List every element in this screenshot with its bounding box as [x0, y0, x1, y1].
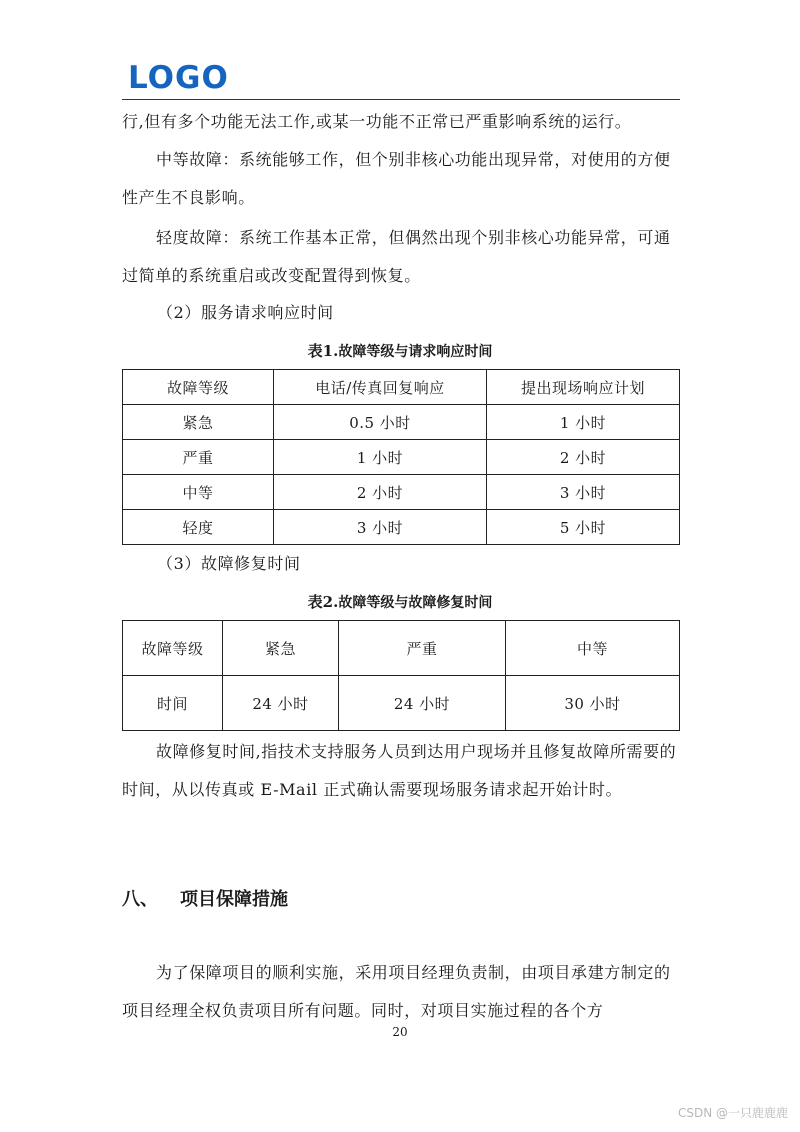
table-cell: 3 小时 [487, 475, 680, 510]
table-cell: 中等 [123, 475, 274, 510]
table-cell: 0.5 小时 [274, 405, 487, 440]
table-cell: 24 小时 [223, 676, 339, 731]
table-header-cell: 电话/传真回复响应 [274, 370, 487, 405]
table-cell: 紧急 [123, 405, 274, 440]
table-cell: 时间 [123, 676, 223, 731]
table-header-cell: 故障等级 [123, 370, 274, 405]
table1-caption-text: 故障等级与请求响应时间 [338, 344, 493, 360]
table-row [123, 475, 680, 510]
table-header-row [123, 370, 680, 405]
table-row [123, 405, 680, 440]
table-cell: 严重 [123, 440, 274, 475]
table-cell: 30 小时 [506, 676, 680, 731]
table-cell: 1 小时 [274, 440, 487, 475]
table-row [123, 621, 680, 676]
paragraph-severe-fault-continued: 行,但有多个功能无法工作,或某一功能不正常已严重影响系统的运行。 [122, 112, 632, 131]
table-cell: 24 小时 [339, 676, 506, 731]
table1-caption-label: 表1. [307, 342, 339, 360]
table1-caption [0, 341, 800, 362]
header-divider [122, 99, 680, 100]
table-cell: 故障等级 [123, 621, 223, 676]
table-row [123, 676, 680, 731]
table-row [123, 510, 680, 545]
table-cell: 3 小时 [274, 510, 487, 545]
table-cell: 2 小时 [487, 440, 680, 475]
table-cell: 严重 [339, 621, 506, 676]
table2-caption [0, 592, 800, 613]
table2-caption-label: 表2. [307, 593, 339, 611]
paragraph-project-assurance: 为了保障项目的顺利实施，采用项目经理负责制，由项目承建方制定的项目经理全权负责项目所有问题。同时，对项目实施过程的各个方 [122, 963, 671, 1020]
table-cell: 中等 [506, 621, 680, 676]
table-cell: 1 小时 [487, 405, 680, 440]
table2-caption-text: 故障等级与故障修复时间 [338, 595, 493, 611]
table-response-time [122, 369, 680, 545]
table-cell: 2 小时 [274, 475, 487, 510]
paragraph-medium-fault: 中等故障：系统能够工作，但个别非核心功能出现异常，对使用的方便性产生不良影响。 [122, 150, 671, 207]
paragraph-repair-time-definition: 故障修复时间,指技术支持服务人员到达用户现场并且修复故障所需要的时间，从以传真或 E-Mail 正式确认需要现场服务请求起开始计时。 [122, 742, 677, 799]
subheading-response-time: （2）服务请求响应时间 [157, 303, 334, 322]
table-row [123, 440, 680, 475]
table-repair-time [122, 620, 680, 731]
subheading-repair-time: （3）故障修复时间 [157, 554, 301, 573]
section-heading [122, 886, 288, 914]
table-cell: 紧急 [223, 621, 339, 676]
section-number: 八、 [122, 889, 158, 910]
table-cell: 轻度 [123, 510, 274, 545]
watermark: CSDN @一只鹿鹿鹿 [677, 1106, 788, 1120]
table-cell: 5 小时 [487, 510, 680, 545]
logo: LOGO [128, 60, 229, 96]
paragraph-light-fault: 轻度故障：系统工作基本正常，但偶然出现个别非核心功能异常，可通过简单的系统重启或改变配置得到恢复。 [122, 228, 671, 285]
table-header-cell: 提出现场响应计划 [487, 370, 680, 405]
page-number: 20 [392, 1025, 408, 1039]
section-title: 项目保障措施 [180, 889, 288, 910]
